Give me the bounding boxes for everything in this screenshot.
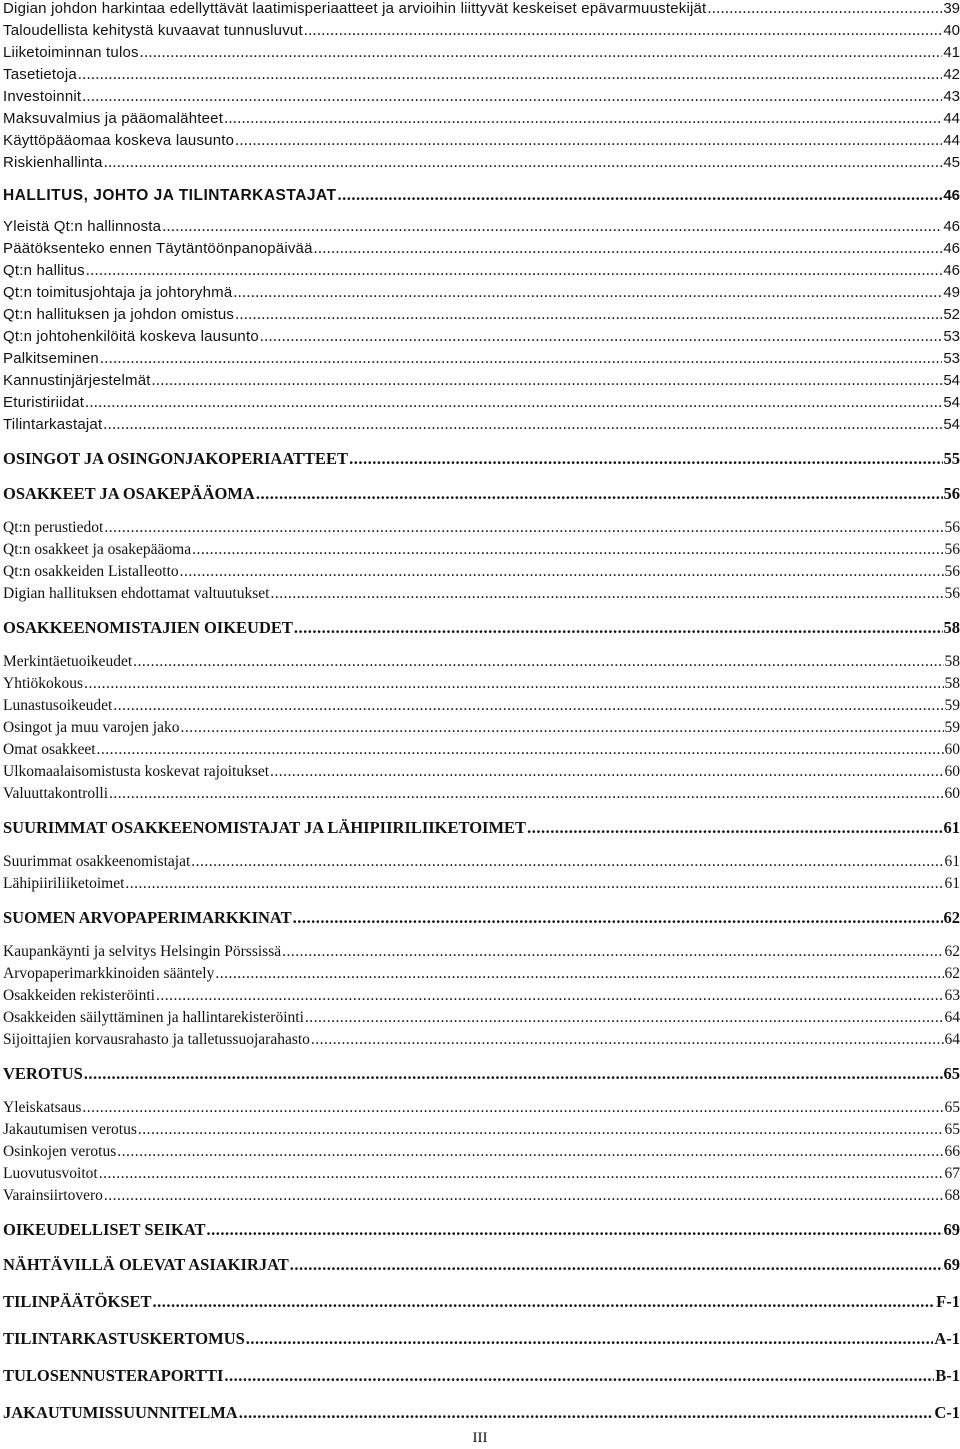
dot-leader [270,583,943,605]
toc-subsection-entry[interactable] [3,985,960,1007]
toc-subsection-entry[interactable] [3,326,960,348]
toc-subsection-entry[interactable] [3,152,960,174]
toc-section-entry[interactable] [3,1063,960,1085]
toc-entry-label: Qt:n hallitus [3,262,85,279]
toc-subsection-entry[interactable] [3,561,960,583]
toc-entry-page-number: 62 [943,908,960,927]
toc-entry-page-number: 56 [944,541,960,558]
toc-entry-page-number: 43 [943,88,960,105]
toc-entry-page-number: 46 [943,218,960,235]
toc-entry-label: OSAKKEENOMISTAJIEN OIKEUDET [3,618,293,637]
toc-subsection-entry[interactable] [3,216,960,238]
dot-leader [239,1402,934,1424]
toc-entry-label: Digian hallituksen ehdottamat valtuutukset [3,585,270,602]
toc-entry-label: Kaupankäynti ja selvitys Helsingin Pörssissä [3,943,282,960]
dot-leader [104,152,943,174]
dot-leader [85,392,942,414]
toc-entry-label: Suurimmat osakkeenomistajat [3,853,191,870]
toc-subsection-entry[interactable] [3,539,960,561]
toc-entry-label: Tilintarkastajat [3,416,103,433]
toc-subsection-entry[interactable] [3,851,960,873]
toc-entry-page-number: 58 [943,618,960,637]
dot-leader [235,130,942,152]
toc-entry-page-number: 62 [944,965,960,982]
dot-leader [99,1163,944,1185]
toc-entry-label: SUURIMMAT OSAKKEENOMISTAJAT JA LÄHIPIIRILIIKETOIMET [3,818,527,837]
toc-entry-page-number: 59 [944,719,960,736]
toc-section-entry[interactable] [3,1328,960,1350]
toc-subsection-entry[interactable] [3,86,960,108]
dot-leader [215,963,943,985]
toc-entry-page-number: 66 [944,1143,960,1160]
toc-subsection-entry[interactable] [3,583,960,605]
dot-leader [84,1063,943,1085]
toc-entry-page-number: 40 [943,22,960,39]
toc-subsection-entry[interactable] [3,963,960,985]
toc-entry-label: Tasetietoja [3,66,77,83]
dot-leader [140,42,943,64]
toc-subsection-entry[interactable] [3,673,960,695]
toc-subsection-entry[interactable] [3,717,960,739]
toc-entry-page-number: 45 [943,154,960,171]
dot-leader [153,1291,936,1313]
toc-entry-page-number: 65 [943,1064,960,1083]
toc-section-entry[interactable] [3,184,960,206]
toc-entry-label: Luovutusvoitot [3,1165,98,1182]
toc-entry-label: Qt:n osakkeet ja osakepääoma [3,541,192,558]
toc-entry-label: Päätöksenteko ennen Täytäntöönpanopäivää [3,240,313,257]
toc-entry-page-number: 58 [944,675,960,692]
toc-subsection-entry[interactable] [3,414,960,436]
toc-section-entry[interactable] [3,1254,960,1276]
toc-entry-label: Qt:n perustiedot [3,519,104,536]
toc-entry-page-number: 49 [943,284,960,301]
toc-entry-page-number: 60 [944,741,960,758]
toc-entry-label: Investoinnit [3,88,82,105]
dot-leader [235,304,942,326]
toc-section-entry[interactable] [3,907,960,929]
table-of-contents [3,0,960,1424]
toc-section-entry[interactable] [3,1291,960,1313]
toc-entry-label: JAKAUTUMISSUUNNITELMA [3,1403,238,1422]
toc-entry-label: Valuuttakontrolli [3,785,109,802]
toc-subsection-entry[interactable] [3,739,960,761]
toc-entry-label: Yleiskatsaus [3,1099,82,1116]
toc-subsection-entry[interactable] [3,1007,960,1029]
dot-leader [207,1219,943,1241]
dot-leader [181,717,944,739]
toc-entry-page-number: 63 [944,987,960,1004]
toc-entry-label: HALLITUS, JOHTO JA TILINTARKASTAJAT [3,187,337,204]
dot-leader [224,108,942,130]
toc-entry-label: Arvopaperimarkkinoiden sääntely [3,965,215,982]
toc-entry-label: Palkitseminen [3,350,99,367]
toc-entry-label: Riskienhallinta [3,154,103,171]
toc-entry-label: TILINPÄÄTÖKSET [3,1292,152,1311]
toc-entry-label: Maksuvalmius ja pääomalähteet [3,110,224,127]
toc-entry-page-number: 39 [943,0,960,17]
toc-entry-page-number: 61 [944,875,960,892]
dot-leader [293,907,943,929]
toc-entry-page-number: 54 [943,394,960,411]
toc-entry-page-number: 64 [944,1031,960,1048]
dot-leader [233,282,942,304]
toc-entry-page-number: 62 [944,943,960,960]
dot-leader [125,873,943,895]
toc-entry-label: Lähipiiriliiketoimet [3,875,125,892]
toc-entry-label: Käyttöpääomaa koskeva lausunto [3,132,235,149]
toc-subsection-entry[interactable] [3,130,960,152]
toc-entry-label: Kannustinjärjestelmät [3,372,151,389]
toc-entry-label: VEROTUS [3,1064,83,1083]
toc-subsection-entry[interactable] [3,761,960,783]
toc-entry-page-number: A-1 [934,1329,960,1348]
toc-entry-label: Lunastusoikeudet [3,697,113,714]
toc-entry-page-number: 60 [944,763,960,780]
toc-entry-label: OIKEUDELLISET SEIKAT [3,1220,206,1239]
toc-entry-label: Yleistä Qt:n hallinnosta [3,218,162,235]
toc-entry-page-number: 65 [944,1099,960,1116]
toc-entry-page-number: 46 [943,262,960,279]
toc-section-entry[interactable] [3,1219,960,1241]
toc-subsection-entry[interactable] [3,348,960,370]
dot-leader [282,941,943,963]
toc-subsection-entry[interactable] [3,1185,960,1207]
dot-leader [152,370,943,392]
toc-subsection-entry[interactable] [3,873,960,895]
toc-subsection-entry[interactable] [3,695,960,717]
toc-subsection-entry[interactable] [3,517,960,539]
toc-subsection-entry[interactable] [3,1097,960,1119]
toc-entry-label: Eturistiriidat [3,394,85,411]
toc-entry-page-number: 56 [944,519,960,536]
toc-entry-page-number: 42 [943,66,960,83]
dot-leader [156,985,944,1007]
toc-subsection-entry[interactable] [3,1119,960,1141]
toc-entry-page-number: 69 [943,1255,960,1274]
toc-entry-page-number: 44 [943,132,960,149]
dot-leader [224,1365,934,1387]
toc-entry-page-number: 69 [943,1220,960,1239]
toc-subsection-entry[interactable] [3,1029,960,1051]
dot-leader [260,326,942,348]
dot-leader [138,1119,944,1141]
toc-entry-label: Qt:n johtohenkilöitä koskeva lausunto [3,328,259,345]
toc-section-entry[interactable] [3,448,960,470]
dot-leader [133,651,943,673]
toc-entry-label: Osakkeiden rekisteröinti [3,987,155,1004]
toc-entry-label: Merkintäetuoikeudet [3,653,133,670]
toc-entry-label: Digian johdon harkintaa edellyttävät laatimisperiaatteet ja arvioihin liittyvät keskeiset epävarmuustekijät [3,0,707,17]
toc-subsection-entry[interactable] [3,20,960,42]
toc-entry-label: Qt:n hallituksen ja johdon omistus [3,306,235,323]
toc-subsection-entry[interactable] [3,0,960,20]
toc-entry-page-number: 46 [943,240,960,257]
toc-subsection-entry[interactable] [3,108,960,130]
dot-leader [290,1254,943,1276]
dot-leader [192,539,943,561]
dot-leader [104,1185,944,1207]
dot-leader [191,851,943,873]
dot-leader [314,238,943,260]
toc-subsection-entry[interactable] [3,282,960,304]
toc-entry-page-number: 56 [944,563,960,580]
toc-entry-page-number: 54 [943,416,960,433]
dot-leader [270,761,943,783]
toc-entry-page-number: C-1 [934,1403,960,1422]
toc-entry-page-number: F-1 [936,1292,960,1311]
toc-entry-page-number: 59 [944,697,960,714]
dot-leader [97,739,944,761]
toc-subsection-entry[interactable] [3,941,960,963]
toc-entry-label: Qt:n osakkeiden Listalleotto [3,563,179,580]
toc-entry-label: NÄHTÄVILLÄ OLEVAT ASIAKIRJAT [3,1255,289,1274]
toc-entry-label: Jakautumisen verotus [3,1121,137,1138]
toc-entry-page-number: 60 [944,785,960,802]
toc-entry-page-number: 61 [943,818,960,837]
toc-entry-page-number: 53 [943,328,960,345]
toc-entry-page-number: 56 [943,484,960,503]
dot-leader [256,483,943,505]
toc-entry-label: Osinkojen verotus [3,1143,117,1160]
toc-entry-page-number: 65 [944,1121,960,1138]
toc-entry-page-number: 67 [944,1165,960,1182]
dot-leader [707,0,942,20]
toc-subsection-entry[interactable] [3,42,960,64]
toc-entry-page-number: 68 [944,1187,960,1204]
toc-entry-page-number: B-1 [935,1366,960,1385]
toc-entry-page-number: 52 [943,306,960,323]
toc-entry-label: Taloudellista kehitystä kuvaavat tunnusluvut [3,22,303,39]
toc-entry-page-number: 56 [944,585,960,602]
dot-leader [246,1328,934,1350]
dot-leader [180,561,944,583]
dot-leader [86,260,943,282]
toc-entry-label: Qt:n toimitusjohtaja ja johtoryhmä [3,284,233,301]
toc-subsection-entry[interactable] [3,260,960,282]
toc-section-entry[interactable] [3,1365,960,1387]
dot-leader [311,1029,944,1051]
toc-subsection-entry[interactable] [3,783,960,805]
dot-leader [100,348,942,370]
toc-subsection-entry[interactable] [3,238,960,260]
dot-leader [103,414,942,436]
dot-leader [113,695,943,717]
toc-entry-page-number: 41 [943,44,960,61]
toc-entry-label: Sijoittajien korvausrahasto ja talletussuojarahasto [3,1031,310,1048]
dot-leader [162,216,942,238]
dot-leader [78,64,942,86]
toc-section-entry[interactable] [3,617,960,639]
toc-entry-page-number: 54 [943,372,960,389]
dot-leader [527,817,942,839]
toc-entry-label: Osingot ja muu varojen jako [3,719,180,736]
toc-section-entry[interactable] [3,817,960,839]
dot-leader [338,184,943,206]
dot-leader [294,617,943,639]
dot-leader [304,20,943,42]
toc-entry-label: OSAKKEET JA OSAKEPÄÄOMA [3,484,255,503]
toc-subsection-entry[interactable] [3,651,960,673]
toc-subsection-entry[interactable] [3,304,960,326]
toc-subsection-entry[interactable] [3,392,960,414]
toc-subsection-entry[interactable] [3,370,960,392]
dot-leader [349,448,942,470]
toc-entry-label: Liiketoiminnan tulos [3,44,139,61]
toc-entry-page-number: 58 [944,653,960,670]
toc-entry-label: OSINGOT JA OSINGONJAKOPERIAATTEET [3,449,349,468]
toc-entry-page-number: 64 [944,1009,960,1026]
toc-subsection-entry[interactable] [3,1163,960,1185]
toc-entry-page-number: 46 [943,187,960,204]
toc-section-entry[interactable] [3,483,960,505]
toc-entry-page-number: 55 [943,449,960,468]
toc-entry-label: SUOMEN ARVOPAPERIMARKKINAT [3,908,292,927]
toc-subsection-entry[interactable] [3,1141,960,1163]
toc-entry-label: TILINTARKASTUSKERTOMUS [3,1329,245,1348]
toc-entry-page-number: 61 [944,853,960,870]
toc-entry-label: Varainsiirtovero [3,1187,103,1204]
page-number: III [472,1430,488,1446]
toc-entry-label: Yhtiökokous [3,675,84,692]
toc-entry-label: TULOSENNUSTERAPORTTI [3,1366,224,1385]
dot-leader [109,783,943,805]
toc-entry-page-number: 44 [943,110,960,127]
toc-entry-page-number: 53 [943,350,960,367]
toc-subsection-entry[interactable] [3,64,960,86]
dot-leader [84,673,943,695]
dot-leader [117,1141,943,1163]
dot-leader [82,86,942,108]
dot-leader [305,1007,944,1029]
toc-entry-label: Osakkeiden säilyttäminen ja hallintarekisteröinti [3,1009,304,1026]
dot-leader [104,517,943,539]
toc-section-entry[interactable] [3,1402,960,1424]
toc-entry-label: Omat osakkeet [3,741,96,758]
toc-entry-label: Ulkomaalaisomistusta koskevat rajoitukset [3,763,270,780]
dot-leader [82,1097,943,1119]
